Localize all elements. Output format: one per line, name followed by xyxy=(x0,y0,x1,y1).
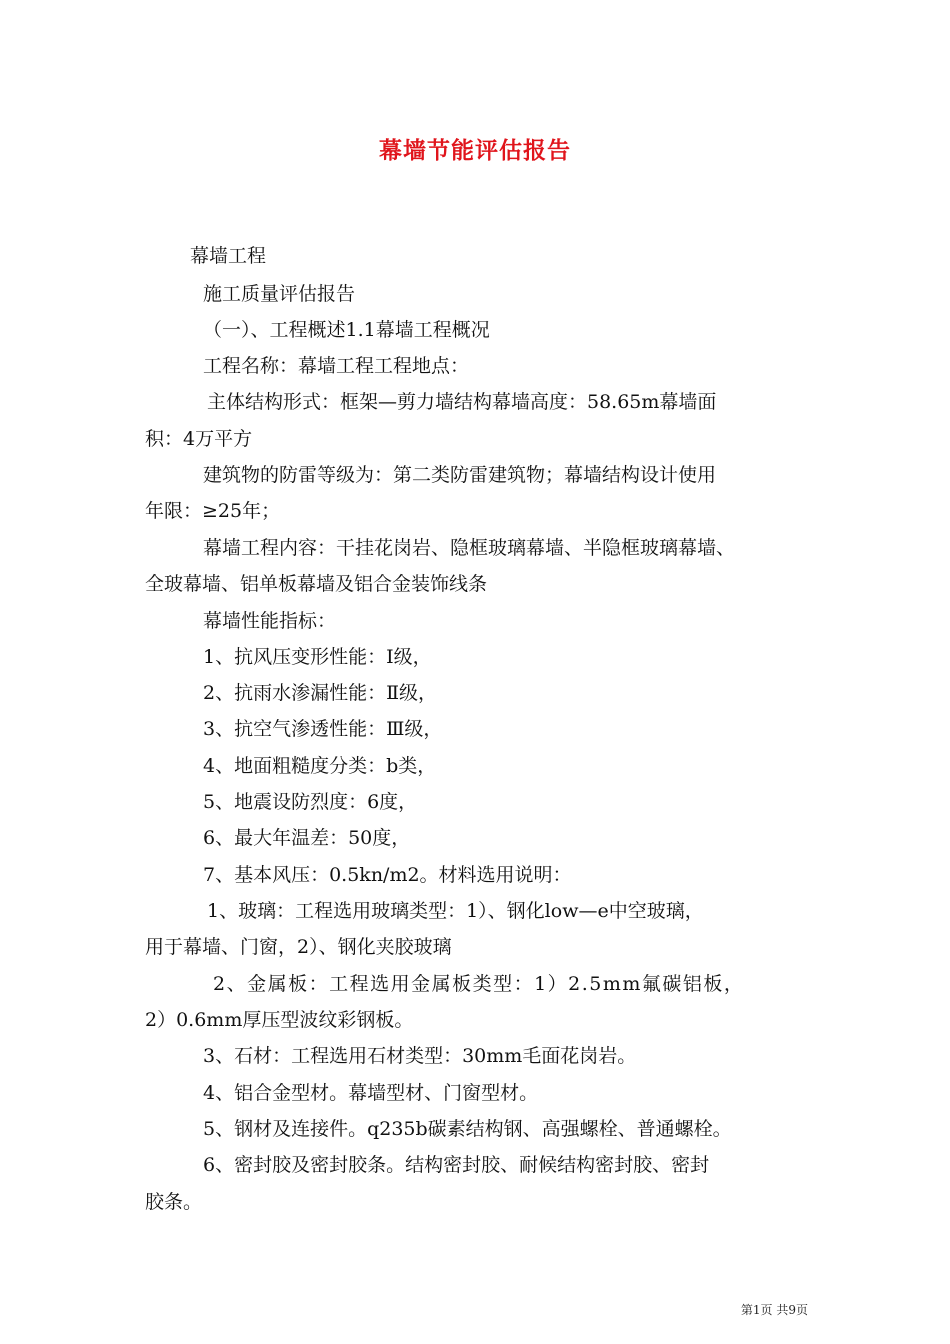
text-line: 2、抗雨水渗漏性能：Ⅱ级， xyxy=(203,682,438,704)
text-line: 幕墙工程 xyxy=(190,245,267,267)
text-line: 胶条。 xyxy=(145,1191,203,1213)
text-line: 5、地震设防烈度：6度， xyxy=(203,791,418,813)
text-line: 幕墙工程内容：干挂花岗岩、隐框玻璃幕墙、半隐框玻璃幕墙、 xyxy=(203,537,736,559)
text-line: 3、石材：工程选用石材类型：30mm毛面花岗岩。 xyxy=(203,1045,637,1067)
text-line: 工程名称：幕墙工程工程地点： xyxy=(203,355,470,377)
text-line: 1、玻璃：工程选用玻璃类型：1）、钢化low—e中空玻璃， xyxy=(207,900,704,922)
page-title: 幕墙节能评估报告 xyxy=(379,137,571,164)
text-line: 6、密封胶及密封胶条。结构密封胶、耐候结构密封胶、密封 xyxy=(203,1154,710,1176)
text-line: 2、金属板：工程选用金属板类型：1）2.5mm氟碳铝板， xyxy=(213,973,745,995)
text-line: 6、最大年温差：50度， xyxy=(203,827,411,849)
text-line: 7、基本风压：0.5kn/m2。材料选用说明： xyxy=(203,864,572,886)
text-line: 年限：≥25年； xyxy=(145,500,281,522)
text-line: （一）、工程概述1.1幕墙工程概况 xyxy=(203,319,490,341)
page-number: 第1页 共9页 xyxy=(740,1303,808,1317)
text-line: 用于幕墙、门窗，2）、钢化夹胶玻璃 xyxy=(145,936,452,958)
text-line: 1、抗风压变形性能：Ⅰ级， xyxy=(203,646,432,668)
text-line: 主体结构形式：框架—剪力墙结构幕墙高度：58.65m幕墙面 xyxy=(207,391,717,413)
text-line: 3、抗空气渗透性能：Ⅲ级， xyxy=(203,718,443,740)
text-line: 建筑物的防雷等级为：第二类防雷建筑物；幕墙结构设计使用 xyxy=(203,464,717,486)
text-line: 4、地面粗糙度分类：b类， xyxy=(203,755,437,777)
text-line: 积：4万平方 xyxy=(145,428,253,450)
text-line: 全玻幕墙、铝单板幕墙及铝合金装饰线条 xyxy=(145,573,488,595)
text-line: 4、铝合金型材。幕墙型材、门窗型材。 xyxy=(203,1082,539,1104)
text-line: 施工质量评估报告 xyxy=(203,283,356,305)
text-line: 5、钢材及连接件。q235b碳素结构钢、高强螺栓、普通螺栓。 xyxy=(203,1118,732,1140)
text-line: 2）0.6mm厚压型波纹彩钢板。 xyxy=(145,1009,414,1031)
text-line: 幕墙性能指标： xyxy=(203,610,337,632)
